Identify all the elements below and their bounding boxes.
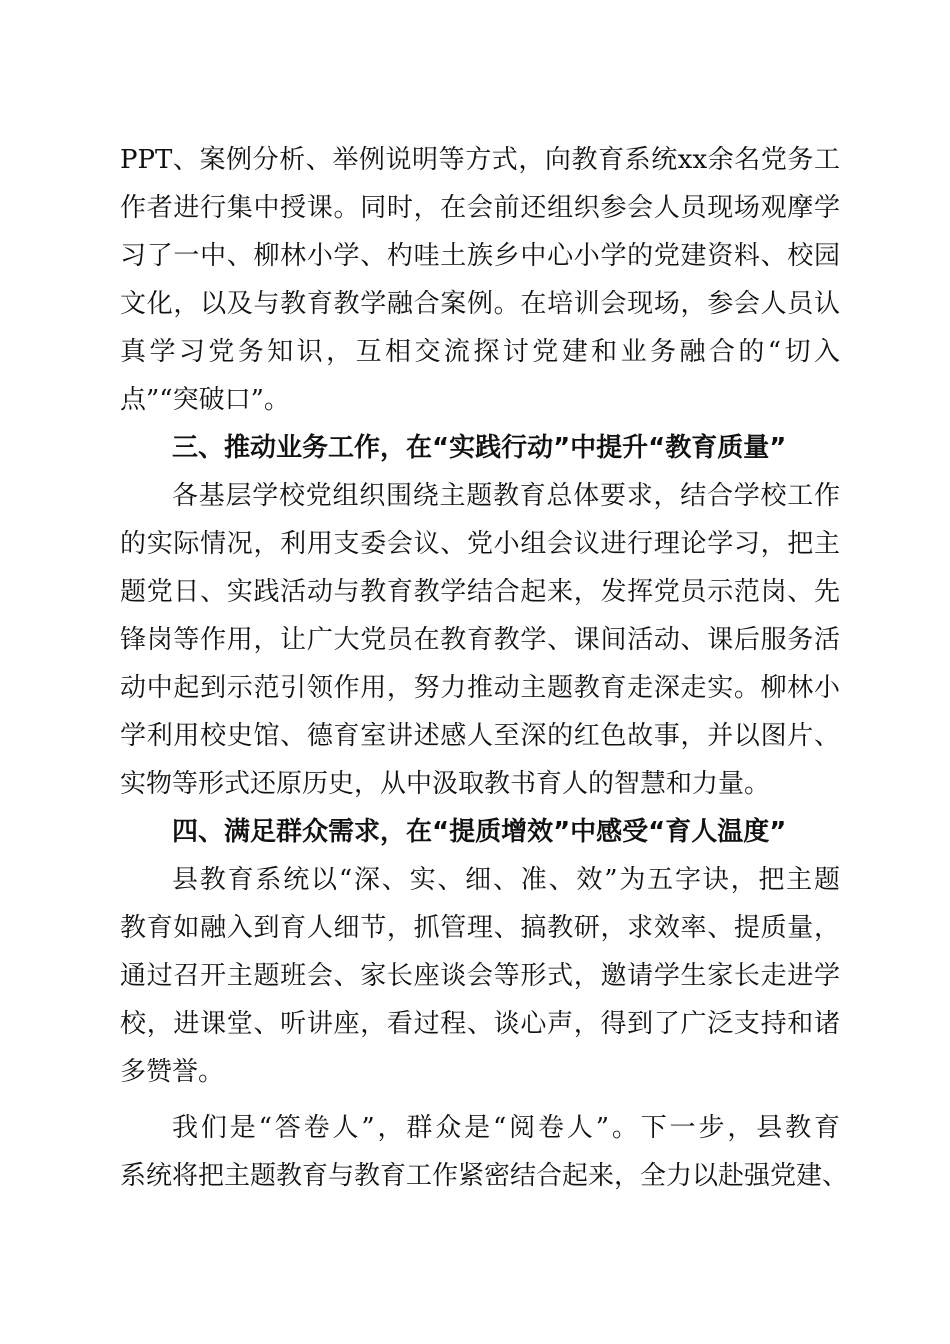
body-line: 真学习党务知识，互相交流探讨党建和业务融合的“切入: [120, 337, 840, 367]
section-heading: 四、满足群众需求，在“提质增效”中感受“育人温度”: [172, 817, 787, 847]
body-line: 点”“突破口”。: [120, 385, 290, 415]
body-line: 县教育系统以“深、实、细、准、效”为五字诀，把主题: [172, 865, 840, 895]
body-line: 实物等形式还原历史，从中汲取教书育人的智慧和力量。: [120, 769, 771, 799]
body-line: 我们是“答卷人”，群众是“阅卷人”。下一步，县教育: [172, 1113, 840, 1143]
body-line: 学利用校史馆、德育室讲述感人至深的红色故事，并以图片、: [120, 721, 840, 751]
body-line: 作者进行集中授课。同时，在会前还组织参会人员现场观摩学: [120, 193, 840, 223]
body-line: 系统将把主题教育与教育工作紧密结合起来，全力以赴强党建、: [120, 1161, 849, 1191]
body-line: 校，进课堂、听讲座，看过程、谈心声，得到了广泛支持和诸: [120, 1009, 840, 1039]
body-line: 锋岗等作用，让广大党员在教育教学、课间活动、课后服务活: [120, 625, 840, 655]
body-line: 题党日、实践活动与教育教学结合起来，发挥党员示范岗、先: [120, 577, 840, 607]
body-line: 通过召开主题班会、家长座谈会等形式，邀请学生家长走进学: [120, 961, 840, 991]
body-line: 习了一中、柳林小学、杓哇土族乡中心小学的党建资料、校园: [120, 241, 840, 271]
body-line: PPT、案例分析、举例说明等方式，向教育系统xx余名党务工: [120, 145, 840, 175]
body-line: 文化，以及与教育教学融合案例。在培训会现场，参会人员认: [120, 289, 840, 319]
section-heading: 三、推动业务工作，在“实践行动”中提升“教育质量”: [172, 433, 787, 463]
body-line: 各基层学校党组织围绕主题教育总体要求，结合学校工作: [172, 481, 840, 511]
body-line: 多赞誉。: [120, 1057, 225, 1087]
body-line: 教育如融入到育人细节，抓管理、搞教研，求效率、提质量，: [120, 913, 840, 943]
body-line: 动中起到示范引领作用，努力推动主题教育走深走实。柳林小: [120, 673, 840, 703]
body-line: 的实际情况，利用支委会议、党小组会议进行理论学习，把主: [120, 529, 840, 559]
